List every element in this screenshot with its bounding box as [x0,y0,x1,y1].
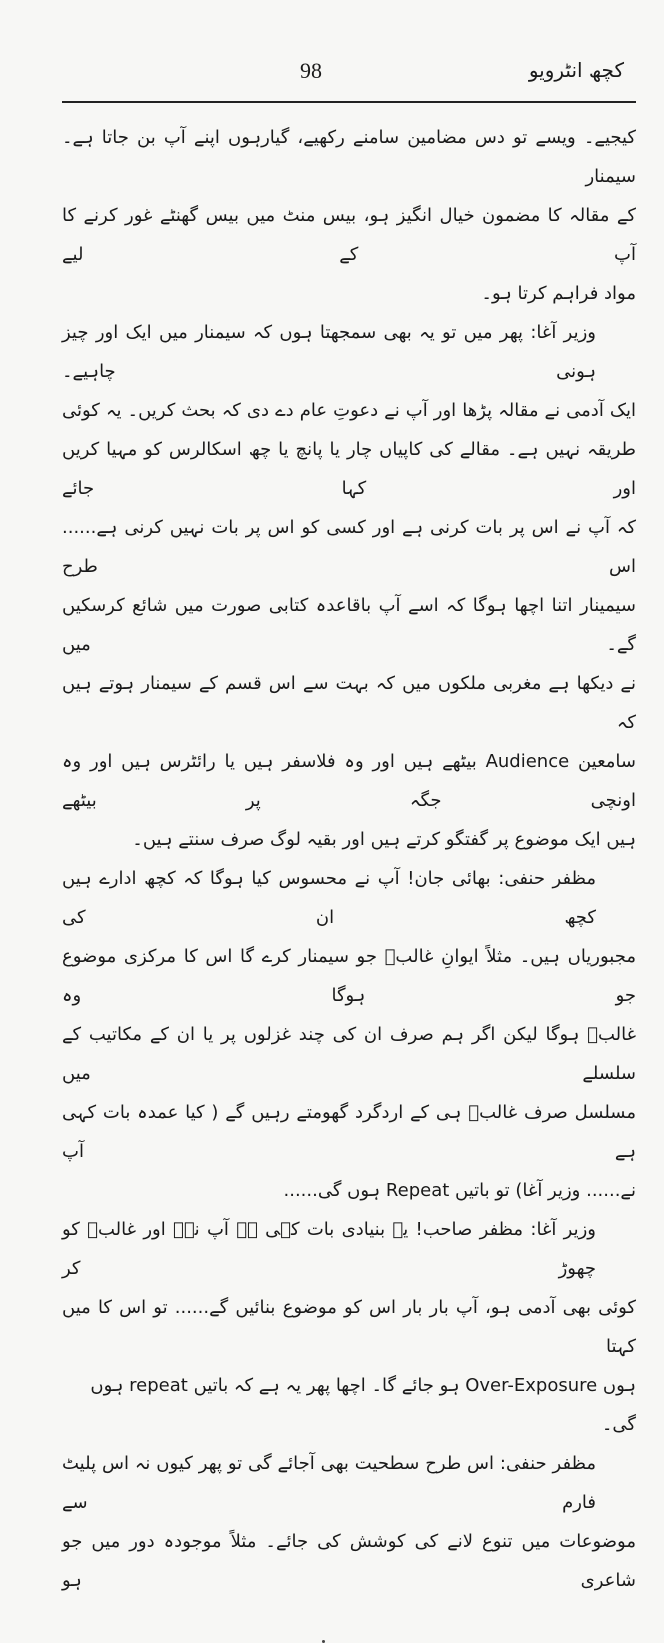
header-rule [62,101,636,103]
page-body [62,118,636,1600]
text-line: مظفر حنفی: اس طرح سطحیت بھی آجائے گی تو پھر کیوں نہ اس پلیٹ فارم سے [62,1453,596,1513]
text-line: غالبؔ ہوگا لیکن اگر ہم صرف ان کی چند غزلوں پر یا ان کے مکاتیب کے سلسلے میں [62,1024,636,1084]
text-line: مظفر حنفی: بھائی جان! آپ نے محسوس کیا ہوگا کہ کچھ ادارے ہیں کچھ ان کی [62,868,596,928]
text-line: وزیر آغا: پھر میں تو یہ بھی سمجھتا ہوں کہ سیمنار میں ایک اور چیز ہونی چاہیے۔ [62,322,596,382]
text-line: طریقہ نہیں ہے۔ مقالے کی کاپیاں چار یا پانچ یا چھ اسکالرس کو مہیا کریں اور کہا جائے [62,439,636,499]
text-line: سامعین Audience بیٹھے ہیں اور وہ فلاسفر ہیں یا رائٹرس ہیں اور وہ اونچی جگہ پر بیٹھے [62,751,636,811]
running-header [0,0,664,104]
text-line: موضوعات میں تنوع لانے کی کوشش کی جائے۔ مثلاً موجودہ دور میں جو شاعری ہو [62,1531,636,1591]
text-line: مجبوریاں ہیں۔ مثلاً ایوانِ غالبؔ جو سیمنار کرے گا اس کا مرکزی موضوع جو ہوگا وہ [62,946,636,1006]
running-header-title: کچھ انٹرویو [528,58,624,82]
page-number: 98 [300,58,322,83]
text-line: مواد فراہم کرتا ہو۔ [481,283,636,304]
text-line: کوئی بھی آدمی ہو، آپ بار بار اس کو موضوع بنائیں گے...... تو اس کا میں کہتا [62,1297,636,1357]
text-line: کیجیے۔ ویسے تو دس مضامین سامنے رکھیے، گیارہوں اپنے آپ بن جاتا ہے۔ سیمنار [62,127,636,187]
text-line: وزیر آغا: مظفر صاحب! یہ بنیادی بات کہی ہے آپ نے۔ اور غالبؔ کو چھوڑ کر [62,1219,596,1279]
text-line: کے مقالہ کا مضمون خیال انگیز ہو، بیس منٹ میں بیس گھنٹے غور کرنے کا آپ کے لیے [62,205,636,265]
text-line: کہ آپ نے اس پر بات کرنی ہے اور کسی کو اس پر بات نہیں کرنی ہے...... اس طرح [62,517,636,577]
text-line: نے دیکھا ہے مغربی ملکوں میں کہ بہت سے اس قسم کے سیمنار ہوتے ہیں کہ [62,673,636,733]
text-line: نے...... وزیر آغا) تو باتیں Repeat ہوں گی...... [283,1180,636,1201]
text-line: مسلسل صرف غالبؔ ہی کے اردگرد گھومتے رہیں گے ( کیا عمدہ بات کہی ہے آپ [62,1102,636,1162]
text-line: ہوں Over-Exposure ہو جائے گا۔ اچھا پھر یہ ہے کہ باتیں repeat ہوں گی۔ [90,1375,636,1435]
text-line: ہیں ایک موضوع پر گفتگو کرتے ہیں اور بقیہ لوگ صرف سنتے ہیں۔ [132,829,636,850]
text-line: ایک آدمی نے مقالہ پڑھا اور آپ نے دعوتِ عام دے دی کہ بحث کریں۔ یہ کوئی [62,400,636,421]
text-line: سیمینار اتنا اچھا ہوگا کہ اسے آپ باقاعدہ کتابی صورت میں شائع کرسکیں گے۔ میں [62,595,636,655]
